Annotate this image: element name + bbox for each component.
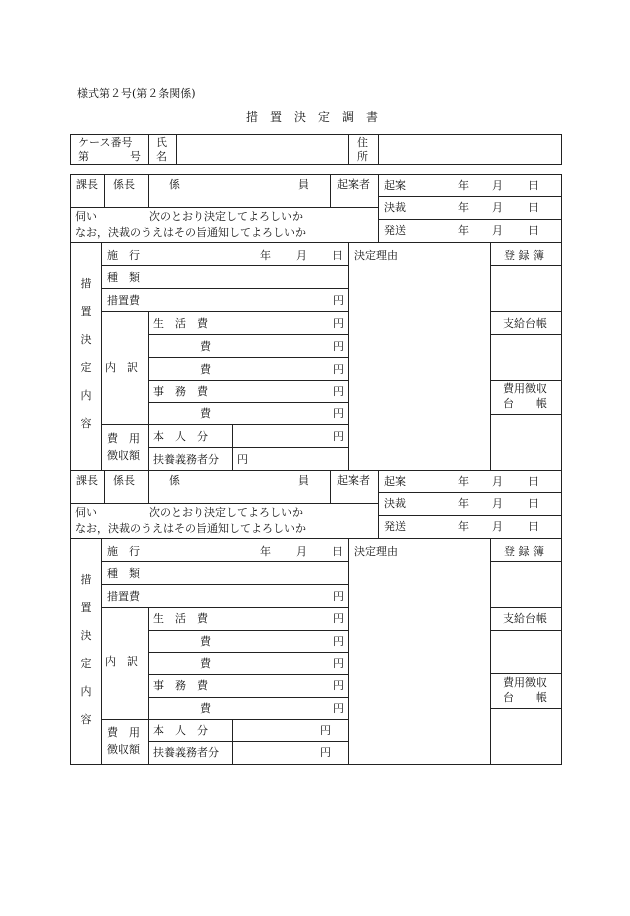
case-number-suffix: 号 [130,150,141,163]
cost-c-yen-2: 円 [333,702,344,715]
section-chief-label: 課長 [76,178,98,191]
dispatch-day: 日 [528,224,539,237]
address-label-bottom: 所 [357,150,368,163]
draft-day-2: 日 [528,475,539,488]
self-portion-yen-2: 円 [320,724,331,737]
breakdown-label-2: 内 訳 [105,655,138,668]
draft-label-2: 起案 [384,475,406,488]
office-cost-yen: 円 [333,385,344,398]
dispatch-label: 発送 [384,224,406,237]
draft-month-2: 月 [492,475,503,488]
cost-label-b-2: 費 [200,657,211,670]
fee-ledger-label-2-2: 台 帳 [503,691,547,704]
drafter-label: 起案者 [337,178,370,191]
inquiry-text-2-2: なお，決裁のうえはその旨通知してよろしいか [75,522,306,535]
enforcement-label: 施 行 [107,249,140,262]
form-number-label: 様式第２号(第２条関係) [77,87,196,100]
dispatch-month-2: 月 [492,520,503,533]
case-number-prefix: 第 [78,150,89,163]
document-title: 措 置 決 定 調 書 [246,110,379,124]
draft-label: 起案 [384,179,406,192]
draft-day: 日 [528,179,539,192]
fee-ledger-label-1-2: 費用徴収 [503,676,547,689]
decision-label-2: 決裁 [384,497,406,510]
enforcement-month-2: 月 [296,545,307,558]
staff-label-2: 係 [169,474,180,487]
registry-label: 登 録 簿 [504,249,544,262]
decision-reason-label-2: 決定理由 [354,545,398,558]
kind-label-2: 種 類 [107,567,140,580]
measure-side-label-2: 措 置 決 定 内 容 [80,573,92,726]
enforcement-month: 月 [296,249,307,262]
fee-collection-label-2: 徴収額 [107,449,140,462]
payment-ledger-label: 支給台帳 [503,317,547,330]
staff-label: 係 [169,178,180,191]
staff-suffix-label-2: 員 [298,474,309,487]
dispatch-year-2: 年 [458,520,469,533]
name-label-bottom: 名 [156,150,167,163]
drafter-label-2: 起案者 [337,474,370,487]
name-label-top: 氏 [156,136,167,149]
section-chief-label-2: 課長 [76,474,98,487]
measure-side-label: 措 置 決 定 内 容 [80,277,92,430]
inquiry-text-2: なお，決裁のうえはその旨通知してよろしいか [75,226,306,239]
dependent-portion-label-2: 扶養義務者分 [153,746,219,759]
decision-month: 月 [492,201,503,214]
payment-ledger-label-2: 支給台帳 [503,612,547,625]
office-cost-label-2: 事 務 費 [153,679,208,692]
draft-year: 年 [458,179,469,192]
self-portion-yen: 円 [333,430,344,443]
dependent-portion-label: 扶養義務者分 [153,453,219,466]
measure-cost-label: 措置費 [107,294,140,307]
cost-b-yen-2: 円 [333,657,344,670]
self-portion-label-2: 本 人 分 [153,724,208,737]
dispatch-year: 年 [458,224,469,237]
enforcement-day: 日 [332,249,343,262]
fee-ledger-label-1: 費用徴収 [503,382,547,395]
decision-day: 日 [528,201,539,214]
living-cost-yen-2: 円 [333,612,344,625]
dispatch-day-2: 日 [528,520,539,533]
fee-ledger-label-2: 台 帳 [503,397,547,410]
dependent-portion-yen-2: 円 [320,746,331,759]
draft-year-2: 年 [458,475,469,488]
cost-b-yen: 円 [333,363,344,376]
inquiry-label: 伺い [75,210,97,223]
cost-a-yen: 円 [333,340,344,353]
inquiry-label-2: 伺い [75,506,97,519]
living-cost-yen: 円 [333,317,344,330]
decision-month-2: 月 [492,497,503,510]
decision-day-2: 日 [528,497,539,510]
breakdown-label: 内 訳 [105,361,138,374]
measure-cost-yen: 円 [333,294,344,307]
inquiry-text-1: 次のとおり決定してよろしいか [149,210,303,223]
enforcement-year: 年 [260,249,271,262]
cost-label-c: 費 [200,407,211,420]
decision-reason-label: 決定理由 [354,249,398,262]
decision-year: 年 [458,201,469,214]
case-number-label: ケース番号 [78,136,133,149]
living-cost-label: 生 活 費 [153,317,208,330]
cost-label-b: 費 [200,363,211,376]
fee-collection-label-1-2: 費 用 [107,726,140,739]
fee-collection-label-1: 費 用 [107,432,140,445]
dispatch-month: 月 [492,224,503,237]
self-portion-label: 本 人 分 [153,430,208,443]
measure-cost-yen-2: 円 [333,590,344,603]
cost-label-a: 費 [200,340,211,353]
staff-suffix-label: 員 [298,178,309,191]
cost-a-yen-2: 円 [333,635,344,648]
kind-label: 種 類 [107,271,140,284]
address-label-top: 住 [357,136,368,149]
subsection-chief-label-2: 係長 [113,474,135,487]
enforcement-day-2: 日 [332,545,343,558]
decision-year-2: 年 [458,497,469,510]
cost-label-a-2: 費 [200,635,211,648]
enforcement-year-2: 年 [260,545,271,558]
draft-month: 月 [492,179,503,192]
decision-label: 決裁 [384,201,406,214]
office-cost-label: 事 務 費 [153,385,208,398]
subsection-chief-label: 係長 [113,178,135,191]
registry-label-2: 登 録 簿 [504,545,544,558]
enforcement-label-2: 施 行 [107,545,140,558]
measure-cost-label-2: 措置費 [107,590,140,603]
office-cost-yen-2: 円 [333,679,344,692]
fee-collection-label-2-2: 徴収額 [107,743,140,756]
dispatch-label-2: 発送 [384,520,406,533]
inquiry-text-1-2: 次のとおり決定してよろしいか [149,506,303,519]
living-cost-label-2: 生 活 費 [153,612,208,625]
cost-label-c-2: 費 [200,702,211,715]
dependent-portion-yen: 円 [237,453,248,466]
cost-c-yen: 円 [333,407,344,420]
